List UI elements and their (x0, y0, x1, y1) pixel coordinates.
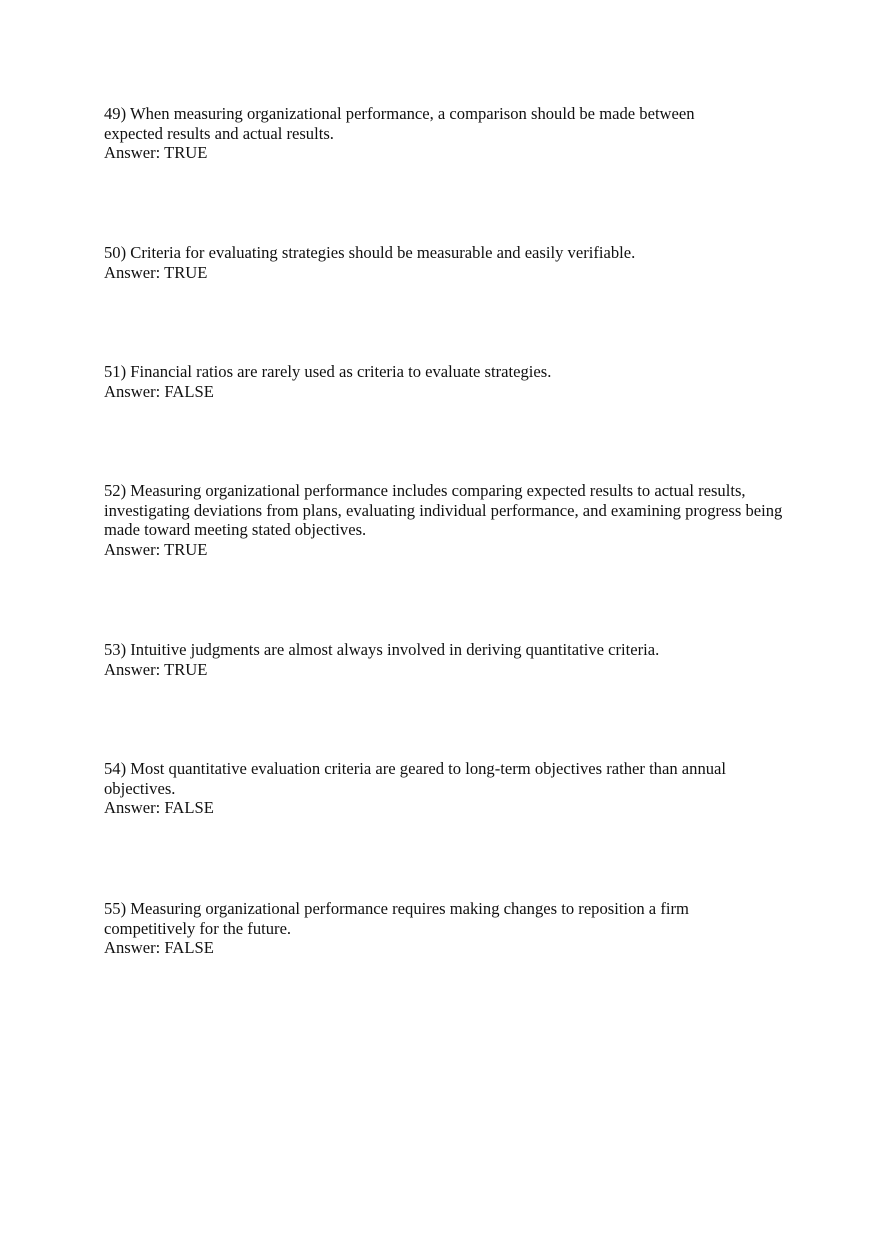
question-54 (104, 759, 764, 818)
question-answer: Answer: TRUE (104, 539, 208, 559)
question-answer: Answer: FALSE (104, 938, 214, 957)
question-text: 50) Criteria for evaluating strategies should be measurable and easily verifiable. (104, 243, 636, 262)
question-51 (104, 362, 784, 401)
question-answer: Answer: TRUE (104, 143, 208, 162)
question-53 (104, 640, 784, 679)
question-text: 51) Financial ratios are rarely used as criteria to evaluate strategies. (104, 362, 552, 381)
question-49 (104, 104, 734, 163)
question-answer: Answer: FALSE (104, 798, 214, 817)
question-text: 54) Most quantitative evaluation criteria are geared to long-term objectives rather than annual objectives. (104, 759, 727, 798)
question-answer: Answer: FALSE (104, 381, 214, 401)
question-answer: Answer: TRUE (104, 262, 208, 282)
question-text: 55) Measuring organizational performance requires making changes to reposition a firm competitively for the future. (104, 899, 689, 938)
question-answer: Answer: TRUE (104, 659, 208, 679)
question-50 (104, 243, 784, 282)
question-text: 52) Measuring organizational performance includes comparing expected results to actual results, investigating deviations from plans, evaluating individual performance, and examining progress being made toward meeting stated objectives. (104, 481, 783, 539)
question-text: 49) When measuring organizational performance, a comparison should be made between expected results and actual results. (104, 104, 695, 143)
question-52 (104, 481, 794, 559)
question-55 (104, 899, 724, 958)
question-text: 53) Intuitive judgments are almost always involved in deriving quantitative criteria. (104, 640, 660, 659)
